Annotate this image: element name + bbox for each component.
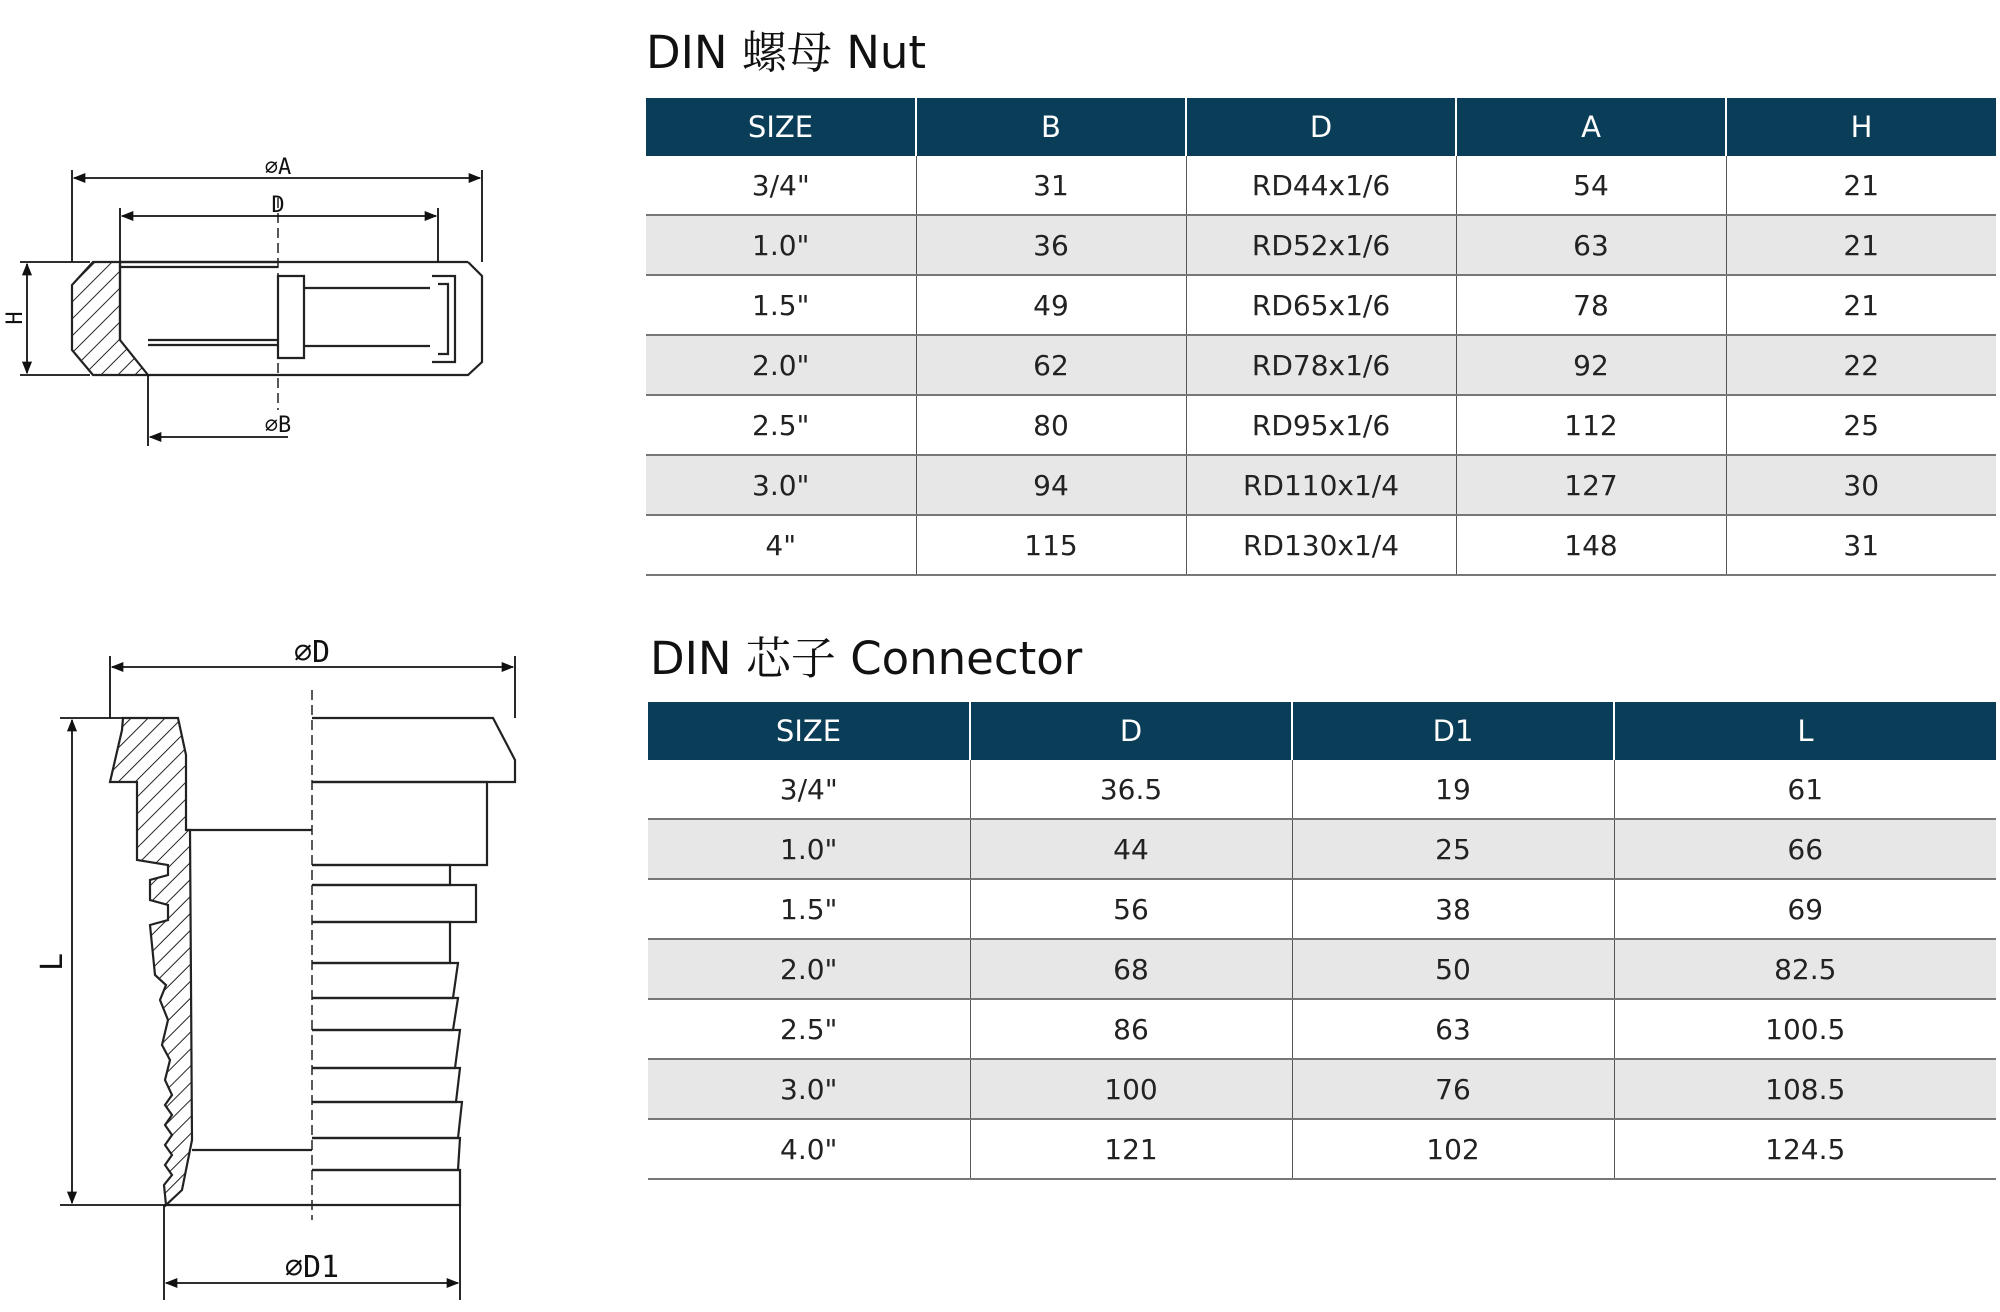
col-size: SIZE — [646, 98, 916, 156]
cell-l: 69 — [1614, 879, 1996, 939]
cell-size: 2.0" — [648, 939, 970, 999]
cell-a: 148 — [1456, 515, 1726, 575]
cell-h: 25 — [1726, 395, 1996, 455]
cell-h: 21 — [1726, 215, 1996, 275]
cell-d1: 19 — [1292, 760, 1614, 819]
cell-size: 1.0" — [646, 215, 916, 275]
col-h: H — [1726, 98, 1996, 156]
cell-d: RD44x1/6 — [1186, 156, 1456, 215]
connector-table — [648, 702, 1996, 1180]
cell-b: 80 — [916, 395, 1186, 455]
table-header-row — [648, 702, 1996, 760]
col-size: SIZE — [648, 702, 970, 760]
col-d1: D1 — [1292, 702, 1614, 760]
nut-outline — [72, 262, 482, 375]
cell-d: RD78x1/6 — [1186, 335, 1456, 395]
cell-a: 92 — [1456, 335, 1726, 395]
cell-b: 62 — [916, 335, 1186, 395]
cell-size: 3/4" — [646, 156, 916, 215]
cell-d: RD95x1/6 — [1186, 395, 1456, 455]
dim-d1-label: ⌀D1 — [284, 1250, 340, 1285]
cell-size: 2.0" — [646, 335, 916, 395]
connector-outline — [166, 718, 515, 1205]
dim-connector-d-label: ⌀D — [293, 635, 331, 670]
cell-d: RD130x1/4 — [1186, 515, 1456, 575]
cell-a: 54 — [1456, 156, 1726, 215]
cell-b: 31 — [916, 156, 1186, 215]
cell-size: 2.5" — [646, 395, 916, 455]
table-row — [646, 215, 1996, 275]
cell-size: 2.5" — [648, 999, 970, 1059]
cell-b: 94 — [916, 455, 1186, 515]
table-header-row — [646, 98, 1996, 156]
cell-size: 1.5" — [646, 275, 916, 335]
cell-size: 3.0" — [646, 455, 916, 515]
cell-d: 100 — [970, 1059, 1292, 1119]
col-l: L — [1614, 702, 1996, 760]
cell-b: 115 — [916, 515, 1186, 575]
cell-b: 49 — [916, 275, 1186, 335]
cell-l: 82.5 — [1614, 939, 1996, 999]
cell-l: 100.5 — [1614, 999, 1996, 1059]
col-b: B — [916, 98, 1186, 156]
table-row — [646, 455, 1996, 515]
col-a: A — [1456, 98, 1726, 156]
cell-d: RD52x1/6 — [1186, 215, 1456, 275]
cell-d: 68 — [970, 939, 1292, 999]
table-row — [646, 335, 1996, 395]
cell-d1: 76 — [1292, 1059, 1614, 1119]
cell-d: 36.5 — [970, 760, 1292, 819]
cell-size: 3.0" — [648, 1059, 970, 1119]
nut-table — [646, 98, 1996, 576]
table-row — [648, 939, 1996, 999]
cell-d1: 50 — [1292, 939, 1614, 999]
col-d: D — [1186, 98, 1456, 156]
dim-l-label: L — [35, 952, 70, 972]
cell-size: 1.0" — [648, 819, 970, 879]
dim-d-label: D — [271, 193, 285, 218]
nut-drawing — [0, 140, 520, 460]
nut-hatched-section — [72, 262, 148, 375]
table-row — [648, 999, 1996, 1059]
nut-section-title: DIN 螺母 Nut — [646, 26, 927, 79]
table-row — [648, 1059, 1996, 1119]
cell-size: 3/4" — [648, 760, 970, 819]
cell-h: 31 — [1726, 515, 1996, 575]
cell-l: 124.5 — [1614, 1119, 1996, 1179]
table-row — [646, 515, 1996, 575]
cell-size: 4" — [646, 515, 916, 575]
col-d: D — [970, 702, 1292, 760]
cell-d: RD65x1/6 — [1186, 275, 1456, 335]
table-row — [646, 395, 1996, 455]
dim-h-label: H — [3, 311, 28, 325]
cell-a: 112 — [1456, 395, 1726, 455]
table-row — [646, 156, 1996, 215]
cell-d1: 25 — [1292, 819, 1614, 879]
table-row — [648, 760, 1996, 819]
cell-d: 44 — [970, 819, 1292, 879]
cell-size: 1.5" — [648, 879, 970, 939]
dim-a-label: ⌀A — [264, 155, 292, 180]
cell-a: 127 — [1456, 455, 1726, 515]
cell-d1: 102 — [1292, 1119, 1614, 1179]
cell-d: 121 — [970, 1119, 1292, 1179]
cell-a: 63 — [1456, 215, 1726, 275]
cell-d: 86 — [970, 999, 1292, 1059]
cell-h: 21 — [1726, 275, 1996, 335]
cell-b: 36 — [916, 215, 1186, 275]
table-row — [648, 819, 1996, 879]
table-row — [648, 1119, 1996, 1179]
connector-hatched-section — [110, 718, 192, 1205]
cell-size: 4.0" — [648, 1119, 970, 1179]
connector-drawing — [0, 630, 540, 1310]
cell-l: 66 — [1614, 819, 1996, 879]
cell-l: 61 — [1614, 760, 1996, 819]
cell-h: 21 — [1726, 156, 1996, 215]
cell-a: 78 — [1456, 275, 1726, 335]
cell-d: 56 — [970, 879, 1292, 939]
cell-h: 30 — [1726, 455, 1996, 515]
cell-d1: 38 — [1292, 879, 1614, 939]
table-row — [648, 879, 1996, 939]
connector-section-title: DIN 芯子 Connector — [650, 632, 1083, 685]
cell-d1: 63 — [1292, 999, 1614, 1059]
dim-b-label: ⌀B — [264, 413, 292, 438]
table-row — [646, 275, 1996, 335]
cell-h: 22 — [1726, 335, 1996, 395]
cell-d: RD110x1/4 — [1186, 455, 1456, 515]
cell-l: 108.5 — [1614, 1059, 1996, 1119]
